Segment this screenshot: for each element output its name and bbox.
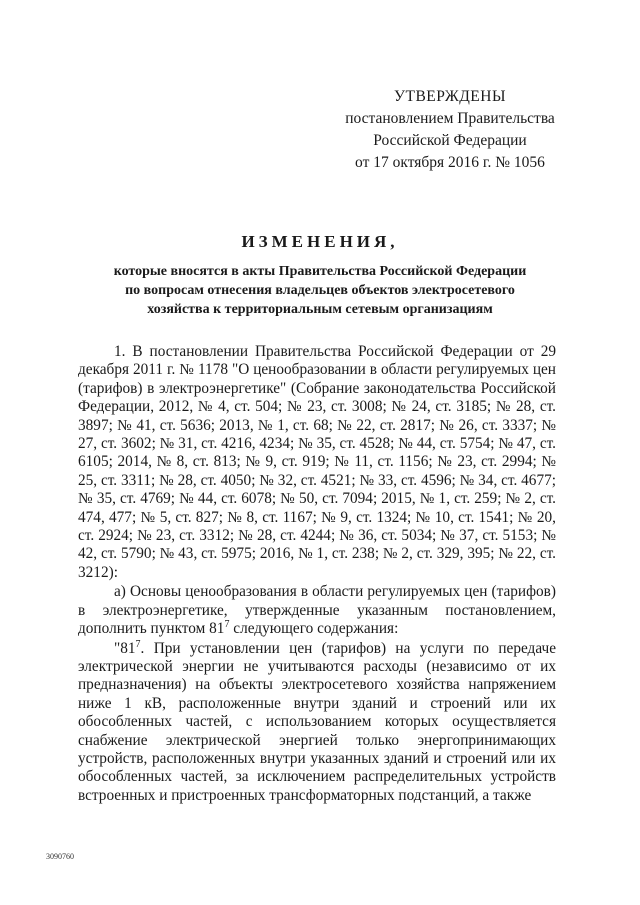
- approval-heading: УТВЕРЖДЕНЫ: [394, 88, 506, 105]
- document-title: ИЗМЕНЕНИЯ,: [241, 232, 399, 251]
- paragraph-quote: [78, 640, 556, 806]
- approval-line-2: Российской Федерации: [373, 132, 527, 149]
- approval-line-1: постановлением Правительства: [345, 110, 555, 127]
- approval-line-3: от 17 октября 2016 г. № 1056: [355, 154, 545, 171]
- approval-block: [300, 86, 600, 174]
- paragraph-1: 1. В постановлении Правительства Российской Федерации от 29 декабря 2011 г. № 1178 "О ценообразовании в области регулируемых цен (тарифов) в электроэнергетике" (Собрание законодательства Российской Федерации, 2012, № 4, ст. 504; № 23, ст. 3008; № 24, ст. 3185; № 28, ст. 3897; № 41, ст. 5636; 2013, № 1, ст. 68; № 22, ст. 2817; № 26, ст. 3337; № 27, ст. 3602; № 31, ст. 4216, 4234; № 35, ст. 4528; № 44, ст. 5754; № 47, ст. 6105; 2014, № 8, ст. 813; № 9, ст. 919; № 11, ст. 1156; № 23, ст. 2994; № 25, ст. 3311; № 28, ст. 4050; № 32, ст. 4521; № 33, ст. 4596; № 34, ст. 4677; № 35, ст. 4769; № 44, ст. 6078; № 50, ст. 7094; 2015, № 1, ст. 259; № 2, ст. 474, 477; № 5, ст. 827; № 8, ст. 1167; № 9, ст. 1324; № 10, ст. 1541; № 20, ст. 2924; № 23, ст. 3312; № 28, ст. 4244; № 36, ст. 5034; № 37, ст. 5153; № 42, ст. 5790; № 43, ст. 5975; 2016, № 1, ст. 238; № 2, ст. 329, 395; № 22, ст. 3212):: [78, 343, 556, 581]
- quote-superscript: 7: [135, 638, 141, 650]
- subtitle-line-3: хозяйства к территориальным сетевым организациям: [147, 302, 493, 317]
- paragraph-a: [78, 583, 556, 638]
- document-subtitle: [40, 262, 600, 319]
- quote-text: . При установлении цен (тарифов) на услуги по передаче электрической энергии не учитываются расходы (независимо от их предназначения) на объекты электросетевого хозяйства напряжением ниже 1 кВ, расположенные внутри зданий и строений или их обособленных частей, с использованием которых осуществляется снабжение электрической энергией только энергопринимающих устройств, расположенных внутри указанных зданий и строений или их обособленных частей, за исключением распределительных устройств встроенных и пристроенных трансформаторных подстанций, а также: [78, 639, 556, 804]
- paragraph-a-text: а) Основы ценообразования в области регулируемых цен (тарифов) в электроэнергетике, утвержденные указанным постановлением, дополнить пунктом 81: [78, 583, 556, 638]
- paragraph-a-text-end: следующего содержания:: [229, 620, 399, 638]
- document-body: [78, 343, 556, 805]
- quote-text-start: "81: [114, 639, 136, 657]
- paragraph-a-superscript: 7: [224, 619, 230, 630]
- document-code: 3090760: [46, 852, 74, 861]
- subtitle-line-2: по вопросам отнесения владельцев объектов электросетевого: [125, 283, 515, 298]
- subtitle-line-1: которые вносятся в акты Правительства Российской Федерации: [113, 264, 527, 279]
